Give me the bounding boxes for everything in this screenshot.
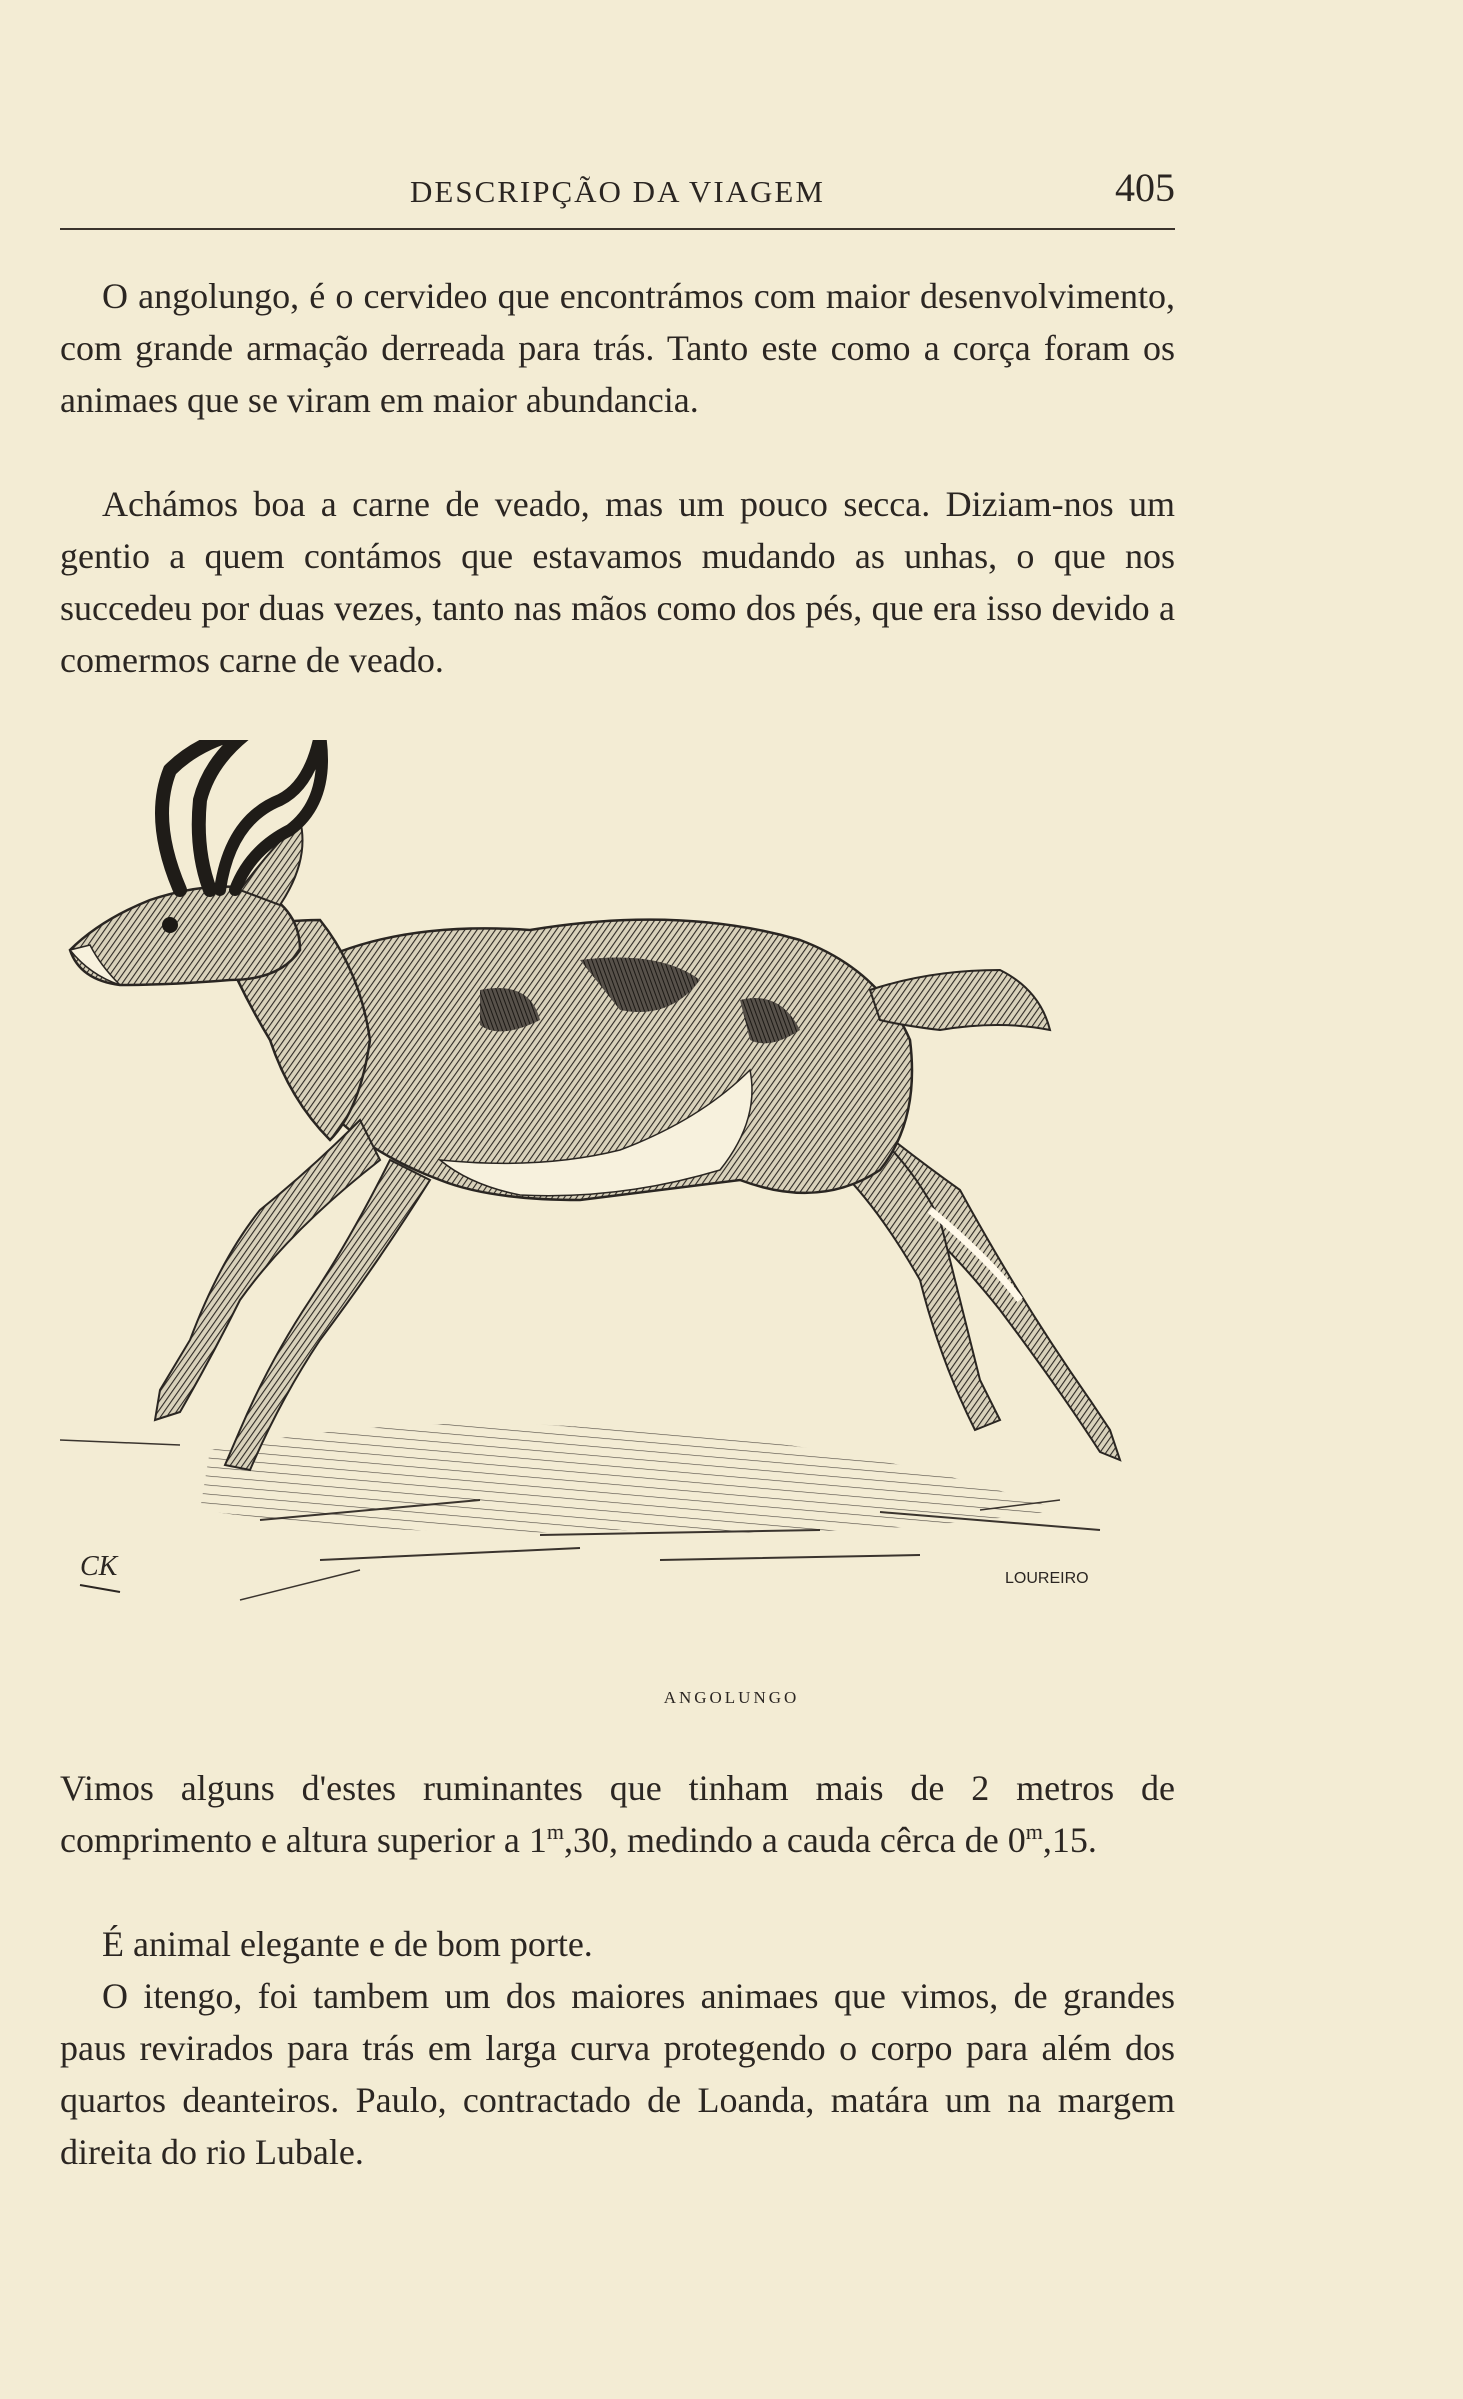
paragraph-itengo: O itengo, foi tambem um dos maiores animaes que vimos, de grandes paus revirados para trás em larga curva protegendo o corpo para além dos quartos deanteiros. Paulo, contractado de Loanda, matára um na margem direita do rio Lubale.: [60, 1976, 1175, 2172]
svg-text:CK: CK: [80, 1551, 118, 1582]
front-legs: [155, 1120, 430, 1470]
page-header: [60, 165, 1175, 230]
p3-text-a: Vimos alguns d'estes ruminantes que tinham mais de 2 metros de comprimento e altura superior a 1: [60, 1768, 1175, 1860]
engraving-angolungo: [60, 740, 1175, 1670]
ground-shading: [60, 1423, 1100, 1600]
p3-superscript-2: m: [1025, 1819, 1043, 1844]
p3-superscript-1: m: [546, 1819, 564, 1844]
paragraph-angolungo: O angolungo, é o cervideo que encontrámos com maior desenvolvimento, com grande armação derreada para trás. Tanto este como a corça foram os animaes que se viram em maior abundancia.: [60, 276, 1175, 420]
p3-text-b: ,30, medindo a cauda cêrca de 0: [563, 1820, 1026, 1860]
page-number: 405: [1115, 165, 1175, 210]
signature-right: [1005, 1570, 1089, 1587]
antelope-engraving: [60, 740, 1175, 1670]
paragraph-carne-veado: Achámos boa a carne de veado, mas um pouco secca. Diziam-nos um gentio a quem contámos que estavamos mudando as unhas, o que nos succedeu por duas vezes, tanto nas mãos como dos pés, que era isso devido a comermos carne de veado.: [60, 484, 1175, 680]
signature-left: [80, 1551, 120, 1592]
p3-text-c: ,15.: [1042, 1820, 1097, 1860]
svg-text:LOUREIRO: LOUREIRO: [1005, 1570, 1089, 1587]
running-head: DESCRIPÇÃO DA VIAGEM: [410, 174, 825, 209]
antelope-tail: [870, 970, 1050, 1030]
illustration-caption: ANGOLUNGO: [663, 1688, 800, 1707]
paragraph-ruminantes: [60, 1762, 1175, 1866]
paragraph-animal-elegante: É animal elegante e de bom porte.: [102, 1924, 593, 1964]
